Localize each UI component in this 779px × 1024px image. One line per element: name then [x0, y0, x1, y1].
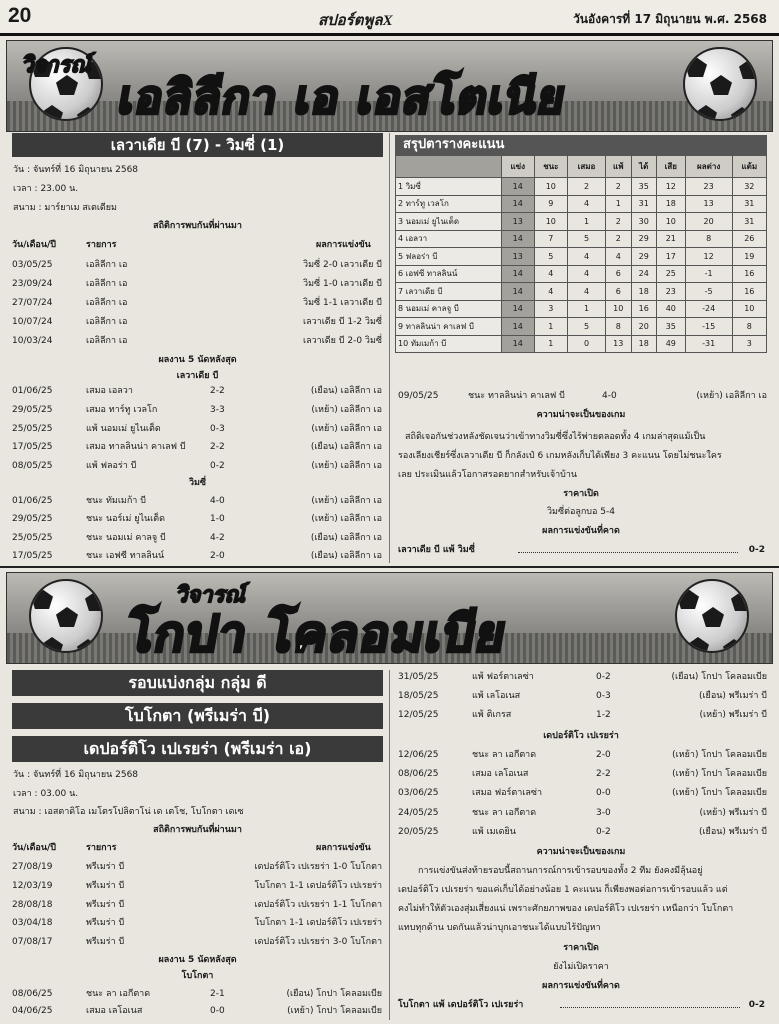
form-match: ชนะ ทาลลินน่า คาเลฟ บี: [468, 391, 565, 401]
stat-cell: 35: [656, 318, 685, 336]
h2h-comp: เอลิลีกา เอ: [86, 298, 128, 308]
banner-colombia: [6, 572, 773, 664]
stat-cell: 5: [568, 230, 606, 248]
form-date: 31/05/25: [398, 672, 439, 682]
stat-cell: 31: [732, 213, 766, 231]
stat-cell: 30: [631, 213, 656, 231]
stat-cell: 29: [631, 248, 656, 266]
match-title: เลวาเดีย บี (7) - วิมซี่ (1): [12, 133, 383, 157]
form-venue: (เหย้า) เอลิลีกา เอ: [311, 405, 382, 415]
stat-cell: -15: [685, 318, 732, 336]
form-match: ชนะ เอฟซี ทาลลินน์: [86, 551, 165, 561]
h2h-date: 03/04/18: [12, 918, 53, 928]
home-team-bar: โบโกตา (พรีเมร่า บี): [12, 703, 383, 729]
odds-title: ราคาเปิด: [563, 943, 599, 953]
form-score: 3-3: [210, 405, 225, 415]
form-date: 03/06/25: [398, 788, 439, 798]
form-date: 17/05/25: [12, 442, 53, 452]
team-name: 2 ทาร์ทู เวลโก: [396, 195, 502, 213]
team-name: 5 ฟลอร่า บี: [396, 248, 502, 266]
h2h-date: 27/07/24: [12, 298, 53, 308]
team-heading: โบโกตา: [181, 971, 214, 981]
h2h-comp: พรีเมร่า บี: [86, 918, 125, 928]
form-venue: (เยือน) เอลิลีกา เอ: [310, 386, 382, 396]
stat-cell: 8: [605, 318, 631, 336]
stat-cell: 25: [656, 265, 685, 283]
stat-cell: 1: [534, 318, 568, 336]
stat-cell: 10: [605, 300, 631, 318]
banner-estonia: [6, 40, 773, 132]
column-divider: [389, 670, 390, 1020]
form-venue: (เยือน) โกปา โคลอมเบีย: [286, 989, 382, 999]
stat-cell: 21: [656, 230, 685, 248]
form-score: 0-3: [596, 691, 611, 701]
form-match: ชนะ นอมเม่ คาลจู บี: [86, 533, 166, 543]
h2h-comp: เอลิลีกา เอ: [86, 336, 128, 346]
stat-cell: 10: [732, 300, 766, 318]
h2h-title: สถิติการพบกันที่ผ่านมา: [153, 825, 242, 835]
form-date: 01/06/25: [12, 386, 53, 396]
form-score: 0-2: [596, 827, 611, 837]
h2h-result: เดปอร์ติโว เปเรยร่า 1-1 โบโกตา: [254, 900, 382, 910]
form-venue: (เหย้า) เอลิลีกา เอ: [311, 496, 382, 506]
banner-title: โกปา โคลอมเบีย: [121, 605, 512, 663]
odds-title: ราคาเปิด: [563, 489, 599, 499]
col-header: แพ้: [605, 156, 631, 178]
form-match: เสมอ ทาลลินน่า คาเลฟ บี: [86, 442, 186, 452]
stat-cell: 13: [502, 248, 535, 266]
stat-cell: 4: [568, 265, 606, 283]
standings-body: [396, 178, 767, 353]
form-score: 2-2: [210, 442, 225, 452]
form-match: ชนะ ทัมเมก้า บี: [86, 496, 146, 506]
stat-cell: 4: [605, 248, 631, 266]
form-score: 3-0: [596, 808, 611, 818]
h2h-date: 07/08/17: [12, 937, 53, 947]
h2h-comp: พรีเมร่า บี: [86, 937, 125, 947]
team-name: 4 เอลวา: [396, 230, 502, 248]
stat-cell: 23: [656, 283, 685, 301]
h2h-result: โบโกตา 1-1 เดปอร์ติโว เปเรยร่า: [254, 881, 382, 891]
stat-cell: 29: [631, 230, 656, 248]
h2h-date: 10/03/24: [12, 336, 53, 346]
stat-cell: 10: [534, 213, 568, 231]
analysis-title: ความน่าจะเป็นของเกม: [536, 847, 626, 857]
form-match: ชนะ ลา เอกีตาด: [86, 989, 151, 999]
form-venue: (เหย้า) โกปา โคลอมเบีย: [672, 788, 767, 798]
form-date: 25/05/25: [12, 424, 53, 434]
h2h-comp: พรีเมร่า บี: [86, 881, 125, 891]
stat-cell: 13: [685, 195, 732, 213]
form-venue: (เหย้า) พรีเมร่า บี: [699, 808, 767, 818]
prediction-title: ผลการแข่งขันที่คาด: [542, 526, 620, 536]
stat-cell: 18: [631, 283, 656, 301]
form-match: แพ้ ฟลอร่า บี: [86, 461, 137, 471]
form-venue: (เยือน) พรีเมร่า บี: [698, 827, 767, 837]
round-bar: รอบแบ่งกลุ่ม กลุ่ม ดี: [12, 670, 383, 696]
team-name: 9 ทาลลินน่า คาเลฟ บี: [396, 318, 502, 336]
form-venue: (เหย้า) พรีเมร่า บี: [699, 710, 767, 720]
standings-box: [395, 135, 767, 353]
form-venue: (เหย้า) เอลิลีกา เอ: [311, 514, 382, 524]
football-icon: [683, 47, 757, 121]
h2h-result: วิมซี่ 1-1 เลวาเดีย บี: [303, 298, 382, 308]
form-match: เสมอ เอลวา: [86, 386, 133, 396]
h2h-col-comp: รายการ: [86, 843, 117, 853]
h2h-date: 10/07/24: [12, 317, 53, 327]
standings-row: [396, 230, 767, 248]
stat-cell: 17: [656, 248, 685, 266]
form-date: 09/05/25: [398, 391, 439, 401]
standings-row: [396, 318, 767, 336]
standings-row: [396, 248, 767, 266]
form-score: 1-0: [210, 514, 225, 524]
stat-cell: 3: [732, 335, 766, 353]
football-icon: [675, 579, 749, 653]
stat-cell: 31: [732, 195, 766, 213]
football-icon: [29, 579, 103, 653]
analysis-text: การแข่งขันส่งท้ายรอบนี้สถานการณ์การเข้ารอบของทั้ง 2 ทีม ยังคงมีลุ้นอยู่: [418, 866, 703, 876]
col-header: เสีย: [656, 156, 685, 178]
standings-row: [396, 195, 767, 213]
analysis-text: สถิติเจอกันช่วงหลังชัดเจนว่าเข้าทางวิมซี่ซึ่งไร้พ่ายตลอดทั้ง 4 เกมล่าสุดแม้เป็น: [405, 432, 706, 442]
col-header: ผลต่าง: [685, 156, 732, 178]
analysis-text: รองเลียงเชียร์ซึ่งเลวาเดีย บี ก็กลังเป๋ 6 เกมหลังเก็บได้เพียง 3 คะแนน โดยไม่ชนะใคร: [398, 451, 722, 461]
team-name: 6 เอฟซี ทาลลินน์: [396, 265, 502, 283]
standings-table: [395, 155, 767, 353]
stat-cell: 20: [685, 213, 732, 231]
form-venue: (เหย้า) เอลิลีกา เอ: [311, 461, 382, 471]
form-match: เสมอ ทาร์ทู เวลโก: [86, 405, 158, 415]
section-divider: [0, 566, 779, 568]
stat-cell: 12: [685, 248, 732, 266]
stat-cell: -24: [685, 300, 732, 318]
team-name: 1 วิมซี่: [396, 178, 502, 196]
stat-cell: 6: [605, 283, 631, 301]
column-divider: [389, 133, 390, 563]
col-header: ชนะ: [534, 156, 568, 178]
banner-kicker: วิจารณ์: [175, 582, 245, 608]
h2h-result: เลวาเดีย บี 2-0 วิมซี่: [303, 336, 382, 346]
team-heading: เลวาเดีย บี: [176, 371, 219, 381]
form-score: 0-2: [596, 672, 611, 682]
brand-logo: สปอร์ตพูลX: [318, 13, 393, 29]
form-match: เสมอ ฟอร์ตาเลซ่า: [472, 788, 543, 798]
dotted-leader: [560, 1007, 740, 1008]
stat-cell: 12: [656, 178, 685, 196]
stat-cell: 20: [631, 318, 656, 336]
form-match: แพ้ เมเดยิน: [472, 827, 516, 837]
form-date: 04/06/25: [12, 1006, 53, 1016]
banner-title: เอลิลีกา เอ เอสโตเนีย: [114, 70, 571, 124]
form-score: 0-0: [210, 1006, 225, 1016]
stat-cell: 24: [631, 265, 656, 283]
stat-cell: -31: [685, 335, 732, 353]
form-venue: (เยือน) โกปา โคลอมเบีย: [671, 672, 767, 682]
standings-row: [396, 283, 767, 301]
analysis-text: เดปอร์ติโว เปเรยร่า ขอแค่เก็บได้อย่างน้อย 1 คะแนน ก็เพียงพอต่อการเข้ารอบแล้ว แต่: [398, 885, 728, 895]
stat-cell: 4: [568, 195, 606, 213]
stat-cell: 16: [631, 300, 656, 318]
form-match: แพ้ นอมเม่ ยูไนเต็ด: [86, 424, 161, 434]
form-match: เสมอ เลโอเนส: [472, 769, 529, 779]
form-date: 20/05/25: [398, 827, 439, 837]
last5-title: ผลงาน 5 นัดหลังสุด: [158, 955, 237, 965]
stat-cell: 31: [631, 195, 656, 213]
h2h-comp: เอลิลีกา เอ: [86, 317, 128, 327]
stat-cell: 16: [732, 283, 766, 301]
stat-cell: -1: [685, 265, 732, 283]
h2h-result: เดปอร์ติโว เปเรยร่า 1-0 โบโกตา: [254, 862, 382, 872]
form-score: 0-0: [596, 788, 611, 798]
h2h-result: เดปอร์ติโว เปเรยร่า 3-0 โบโกตา: [254, 937, 382, 947]
stat-cell: 14: [502, 283, 535, 301]
form-date: 24/05/25: [398, 808, 439, 818]
form-match: แพ้ เลโอเนส: [472, 691, 521, 701]
form-date: 29/05/25: [12, 405, 53, 415]
stat-cell: 6: [605, 265, 631, 283]
h2h-col-result: ผลการแข่งขัน: [316, 843, 371, 853]
form-venue: (เหย้า) โกปา โคลอมเบีย: [672, 769, 767, 779]
stat-cell: 4: [568, 283, 606, 301]
prediction-title: ผลการแข่งขันที่คาด: [542, 981, 620, 991]
stat-cell: 2: [605, 213, 631, 231]
h2h-col-comp: รายการ: [86, 240, 117, 250]
col-header: แต้ม: [732, 156, 766, 178]
match-date: วัน : จันทร์ที่ 16 มิถุนายน 2568: [13, 770, 139, 780]
form-date: 08/06/25: [12, 989, 53, 999]
stat-cell: 1: [534, 335, 568, 353]
stat-cell: 32: [732, 178, 766, 196]
form-date: 12/05/25: [398, 710, 439, 720]
team-heading: วิมซี่: [188, 478, 207, 488]
stat-cell: 4: [534, 283, 568, 301]
h2h-date: 23/09/24: [12, 279, 53, 289]
team-heading: เดปอร์ติโว เปเรยร่า: [543, 731, 619, 741]
form-venue: (เหย้า) เอลิลีกา เอ: [696, 391, 767, 401]
standings-row: [396, 335, 767, 353]
form-venue: (เยือน) เอลิลีกา เอ: [310, 442, 382, 452]
stat-cell: 10: [534, 178, 568, 196]
team-name: 3 นอมเม่ ยูไนเต็ด: [396, 213, 502, 231]
h2h-date: 28/08/18: [12, 900, 53, 910]
stat-cell: 9: [534, 195, 568, 213]
form-venue: (เหย้า) โกปา โคลอมเบีย: [287, 1006, 382, 1016]
analysis-title: ความน่าจะเป็นของเกม: [536, 410, 626, 420]
form-match: ชนะ นอร์เม่ ยูไนเต็ด: [86, 514, 165, 524]
form-score: 4-0: [602, 391, 617, 401]
stat-cell: 18: [631, 335, 656, 353]
h2h-date: 03/05/25: [12, 260, 53, 270]
stat-cell: 14: [502, 230, 535, 248]
team-name: 7 เลวาเดีย บี: [396, 283, 502, 301]
prediction-score: 0-2: [748, 1000, 765, 1010]
stat-cell: 16: [732, 265, 766, 283]
prediction: โบโกตา แพ้ เดปอร์ติโว เปเรยร่า: [398, 1000, 524, 1010]
stat-cell: 2: [605, 230, 631, 248]
stat-cell: -5: [685, 283, 732, 301]
h2h-title: สถิติการพบกันที่ผ่านมา: [153, 221, 242, 231]
stat-cell: 4: [534, 265, 568, 283]
form-score: 2-2: [596, 769, 611, 779]
last5-title: ผลงาน 5 นัดหลังสุด: [158, 355, 237, 365]
odds-value: ยังไม่เปิดราคา: [553, 962, 609, 972]
stat-cell: 14: [502, 195, 535, 213]
stat-cell: 3: [534, 300, 568, 318]
stat-cell: 14: [502, 300, 535, 318]
form-match: ชนะ ลา เอกีตาด: [472, 750, 537, 760]
stat-cell: 10: [656, 213, 685, 231]
stat-cell: 1: [605, 195, 631, 213]
h2h-date: 27/08/19: [12, 862, 53, 872]
standings-row: [396, 213, 767, 231]
stat-cell: 8: [732, 318, 766, 336]
h2h-comp: พรีเมร่า บี: [86, 900, 125, 910]
h2h-col-date: วัน/เดือน/ปี: [12, 843, 56, 853]
form-venue: (เยือน) เอลิลีกา เอ: [310, 551, 382, 561]
stat-cell: 35: [631, 178, 656, 196]
form-score: 2-0: [596, 750, 611, 760]
form-date: 17/05/25: [12, 551, 53, 561]
h2h-result: วิมซี่ 2-0 เลวาเดีย บี: [303, 260, 382, 270]
h2h-comp: เอลิลีกา เอ: [86, 260, 128, 270]
standings-row: [396, 178, 767, 196]
stat-cell: 14: [502, 265, 535, 283]
form-match: ชนะ ลา เอกีตาด: [472, 808, 537, 818]
form-score: 2-0: [210, 551, 225, 561]
stat-cell: 14: [502, 318, 535, 336]
form-match: เสมอ เลโอเนส: [86, 1006, 143, 1016]
form-score: 2-2: [210, 386, 225, 396]
dotted-leader: [518, 552, 738, 553]
header-divider: [0, 33, 779, 36]
form-date: 18/05/25: [398, 691, 439, 701]
h2h-result: โบโกตา 1-1 เดปอร์ติโว เปเรยร่า: [254, 918, 382, 928]
match-time: เวลา : 23.00 น.: [13, 184, 79, 194]
team-name: 10 ทัมเมก้า บี: [396, 335, 502, 353]
form-score: 0-3: [210, 424, 225, 434]
form-score: 4-0: [210, 496, 225, 506]
form-date: 12/06/25: [398, 750, 439, 760]
stat-cell: 2: [605, 178, 631, 196]
stat-cell: 8: [685, 230, 732, 248]
form-venue: (เหย้า) โกปา โคลอมเบีย: [672, 750, 767, 760]
stat-cell: 5: [534, 248, 568, 266]
banner-kicker: วิจารณ์: [21, 52, 91, 78]
prediction: เลวาเดีย บี แพ้ วิมซี่: [398, 545, 475, 555]
h2h-col-result: ผลการแข่งขัน: [316, 240, 371, 250]
standings-row: [396, 265, 767, 283]
col-header: แข่ง: [502, 156, 535, 178]
stat-cell: 13: [502, 213, 535, 231]
match-time: เวลา : 03.00 น.: [13, 789, 79, 799]
stat-cell: 49: [656, 335, 685, 353]
form-match: แพ้ ติเกรส: [472, 710, 512, 720]
form-score: 1-2: [596, 710, 611, 720]
stat-cell: 5: [568, 318, 606, 336]
stat-cell: 19: [732, 248, 766, 266]
h2h-result: เลวาเดีย บี 1-2 วิมซี่: [303, 317, 382, 327]
form-venue: (เหย้า) เอลิลีกา เอ: [311, 424, 382, 434]
form-score: 0-2: [210, 461, 225, 471]
form-score: 4-2: [210, 533, 225, 543]
form-date: 08/05/25: [12, 461, 53, 471]
standings-title: สรุปตารางคะแนน: [395, 135, 767, 155]
away-team-bar: เดปอร์ติโว เปเรยร่า (พรีเมร่า เอ): [12, 736, 383, 762]
stat-cell: 0: [568, 335, 606, 353]
stat-cell: 13: [605, 335, 631, 353]
issue-date: วันอังคารที่ 17 มิถุนายน พ.ศ. 2568: [573, 12, 767, 26]
stat-cell: 18: [656, 195, 685, 213]
stat-cell: 14: [502, 335, 535, 353]
form-venue: (เยือน) พรีเมร่า บี: [698, 691, 767, 701]
match-venue: สนาม : เอสตาดิโอ เมโตรโปลิตาโน่ เด เตโช, โบโกตา เดเซ: [13, 807, 244, 817]
team-name: 8 นอมเม่ คาลจู บี: [396, 300, 502, 318]
stat-cell: 40: [656, 300, 685, 318]
stat-cell: 7: [534, 230, 568, 248]
h2h-comp: เอลิลีกา เอ: [86, 279, 128, 289]
stat-cell: 26: [732, 230, 766, 248]
h2h-col-date: วัน/เดือน/ปี: [12, 240, 56, 250]
form-date: 25/05/25: [12, 533, 53, 543]
form-date: 08/06/25: [398, 769, 439, 779]
h2h-comp: พรีเมร่า บี: [86, 862, 125, 872]
stat-cell: 2: [568, 178, 606, 196]
stat-cell: 14: [502, 178, 535, 196]
stat-cell: 1: [568, 213, 606, 231]
page-number: 20: [8, 4, 32, 27]
analysis-text: คงไม่ทำให้ตัวเองสุ่มเสี่ยงแน่ เพราะศักยภาพของ เดปอร์ติโว เปเรยร่า เหนือกว่า โบโกตา: [398, 904, 734, 914]
odds-value: วิมซี่ต่อลูกบอ 5-4: [547, 507, 615, 517]
analysis-text: แทบทุกด้าน บดกันแล้วน่าบุกเอาชนะได้แบบไร้ปัญหา: [398, 923, 601, 933]
h2h-date: 12/03/19: [12, 881, 53, 891]
form-score: 2-1: [210, 989, 225, 999]
match-venue: สนาม : มาร์ยาเม สเตเดียม: [13, 203, 117, 213]
standings-row: [396, 300, 767, 318]
form-venue: (เยือน) เอลิลีกา เอ: [310, 533, 382, 543]
stat-cell: 23: [685, 178, 732, 196]
form-match: แพ้ ฟอร์ตาเลซ่า: [472, 672, 534, 682]
stat-cell: 1: [568, 300, 606, 318]
col-header: ได้: [631, 156, 656, 178]
analysis-text: เลย ประเมินแล้วโอกาสรอดยากสำหรับเจ้าบ้าน: [398, 470, 578, 480]
h2h-result: วิมซี่ 1-0 เลวาเดีย บี: [303, 279, 382, 289]
form-date: 29/05/25: [12, 514, 53, 524]
stat-cell: 4: [568, 248, 606, 266]
prediction-score: 0-2: [748, 545, 765, 555]
match-date: วัน : จันทร์ที่ 16 มิถุนายน 2568: [13, 165, 139, 175]
col-header: เสมอ: [568, 156, 606, 178]
form-date: 01/06/25: [12, 496, 53, 506]
